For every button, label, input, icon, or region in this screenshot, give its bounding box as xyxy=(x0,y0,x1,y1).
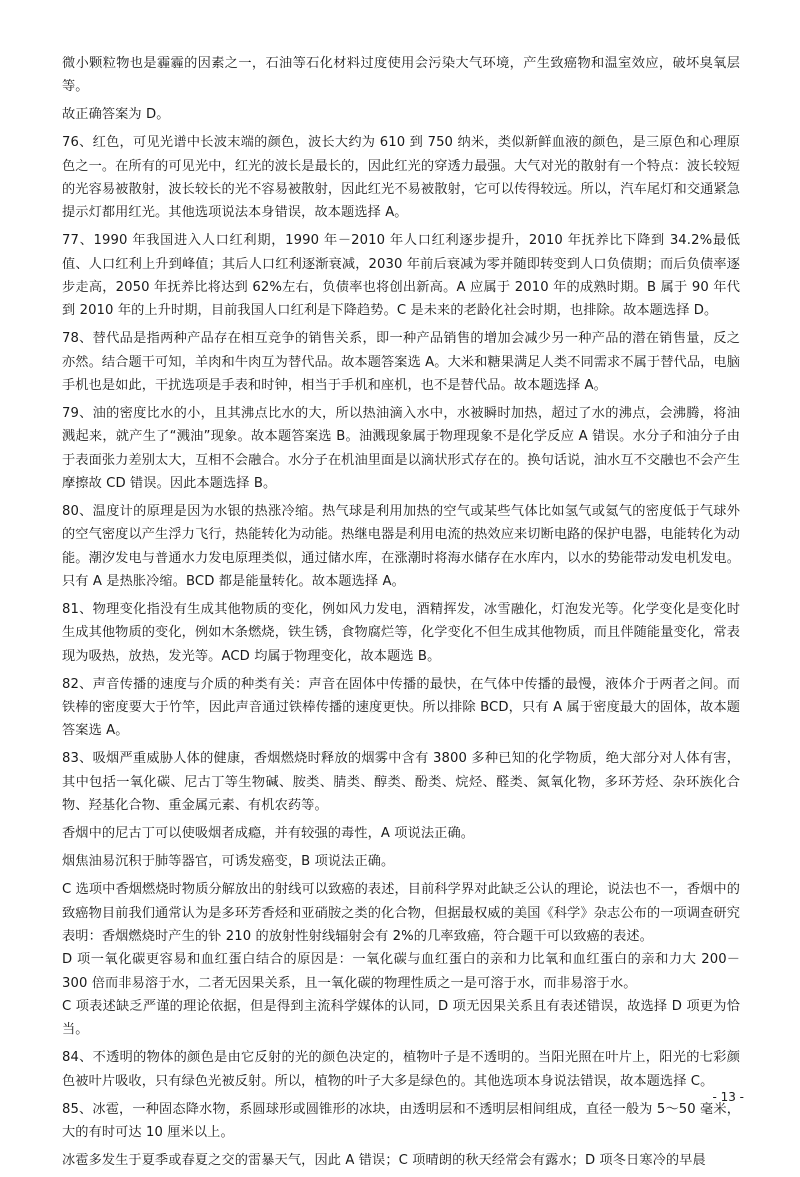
paragraph-q80: 80、温度计的原理是因为水银的热涨冷缩。热气球是利用加热的空气或某些气体比如氢气或氦气的密度低于气球外的空气密度以产生浮力飞行，热能转化为动能。热继电器是利用电流的热效应来切断电路的保护电器，电能转化为动能。潮汐发电与普通水力发电原理类似，通过储水库，在涨潮时将海水储存在水库内，以水的势能带动发电机发电。只有 A 是热胀冷缩。BCD 都是能量转化。故本题选择 A。 xyxy=(62,504,740,590)
paragraph-intro-continuation: 微小颗粒物也是霾霾的因素之一，石油等石化材料过度使用会污染大气环境，产生致癌物和温室效应，破坏臭氧层等。 xyxy=(62,56,740,95)
page-number: - 13 - xyxy=(712,1090,744,1104)
paragraph-q76: 76、红色，可见光谱中长波末端的颜色，波长大约为 610 到 750 纳米，类似新鲜血液的颜色，是三原色和心理原色之一。在所有的可见光中，红光的波长是最长的，因此红光的穿透力最强。大气对光的散射有一个特点：波长较短的光容易被散射，波长较长的光不容易被散射，因此红光不易被散射，它可以传得较远。所以，汽车尾灯和交通紧急提示灯都用红光。其他选项说法本身错误，故本题选择 A。 xyxy=(62,135,740,221)
paragraph-q83-option-d: D 项一氧化碳更容易和血红蛋白结合的原因是：一氧化碳与血红蛋白的亲和力比氧和血红蛋白的亲和力大 200－300 倍而非易溶于水，二者无因果关系，且一氧化碳的物理性质之一是可溶于水，而非易溶于水。 xyxy=(62,952,740,991)
paragraph-q85: 85、冰雹，一种固态降水物，系圆球形或圆锥形的冰块，由透明层和不透明层相间组成，直径一般为 5～50 毫米，大的有时可达 10 厘米以上。 xyxy=(62,1101,740,1140)
paragraph-answer-75: 故正确答案为 D。 xyxy=(62,107,170,123)
document-body xyxy=(62,52,740,1177)
paragraph-q85-continued: 冰雹多发生于夏季或春夏之交的雷暴天气，因此 A 错误；C 项晴朗的秋天经常会有露水；D 项冬日寒冷的早晨 xyxy=(62,1153,706,1169)
paragraph-q83-conclusion: C 项表述缺乏严谨的理论依据，但是得到主流科学媒体的认同，D 项无因果关系且有表述错误，故选择 D 项更为恰当。 xyxy=(62,998,740,1038)
paragraph-q83-option-c: C 选项中香烟燃烧时物质分解放出的射线可以致癌的表述，目前科学界对此缺乏公认的理论，说法也不一，香烟中的致癌物目前我们通常认为是多环芳香烃和亚硝胺之类的化合物，但据最权威的美国《科学》杂志公布的一项调查研究表明：香烟燃烧时产生的钋 210 的放射性射线辐射会有 2%的几率致癌，符合题干可以致癌的表述。 xyxy=(62,882,740,944)
paragraph-q83: 83、吸烟严重威胁人体的健康，香烟燃烧时释放的烟雾中含有 3800 多种已知的化学物质，绝大部分对人体有害，其中包括一氧化碳、尼古丁等生物碱、胺类、腈类、醇类、酚类、烷烃、醛类、氮氧化物，多环芳烃、杂环族化合物、羟基化合物、重金属元素、有机农药等。 xyxy=(62,751,740,814)
paragraph-q82: 82、声音传播的速度与介质的种类有关：声音在固体中传播的最快，在气体中传播的最慢，液体介于两者之间。而铁棒的密度要大于竹竿，因此声音通过铁棒传播的速度更快。所以排除 BCD，只有 A 属于密度最大的固体，故本题答案选 A。 xyxy=(62,676,740,739)
paragraph-q78: 78、替代品是指两种产品存在相互竞争的销售关系，即一种产品销售的增加会减少另一种产品的潜在销售量，反之亦然。结合题干可知，羊肉和牛肉互为替代品。故本题答案选 A。大米和糖果满足人类不同需求不属于替代品，电脑手机也是如此，干扰选项是手表和时钟，相当于手机和座机，也不是替代品。故本题选择 A。 xyxy=(62,331,740,394)
paragraph-q83-option-a: 香烟中的尼古丁可以使吸烟者成瘾，并有较强的毒性，A 项说法正确。 xyxy=(62,826,475,842)
paragraph-q81: 81、物理变化指没有生成其他物质的变化，例如风力发电，酒精挥发，冰雪融化，灯泡发光等。化学变化是变化时生成其他物质的变化，例如木条燃烧，铁生锈，食物腐烂等，化学变化不但生成其他物质，而且伴随能量变化，常表现为吸热，放热，发光等。ACD 均属于物理变化，故本题选 B。 xyxy=(62,602,740,664)
paragraph-q79: 79、油的密度比水的小，且其沸点比水的大，所以热油滴入水中，水被瞬时加热，超过了水的沸点，会沸腾，将油溅起来，就产生了“溅油”现象。故本题答案选 B。油溅现象属于物理现象不是化学反应 A 错误。水分子和油分子由于表面张力差别太大，互相不会融合。水分子在机油里面是以滴状形式存在的。换句话说，油水互不交融也不会产生摩擦故 CD 错误。因此本题选择 B。 xyxy=(62,406,740,492)
paragraph-q77: 77、1990 年我国进入人口红利期，1990 年－2010 年人口红利逐步提升，2010 年抚养比下降到 34.2%最低值、人口红利上升到峰值；其后人口红利逐渐衰减，2030 年前后衰减为零并随即转变到人口负债期；而后负债率逐步走高，2050 年抚养比将达到 62%左右，负债率也将创出新高。A 应属于 2010 年的成熟时期。B 属于 90 年代到 2010 年的上升时期，目前我国人口红利是下降趋势。C 是未来的老龄化社会时期，也排除。故本题选择 D。 xyxy=(62,233,740,319)
paragraph-q84: 84、不透明的物体的颜色是由它反射的光的颜色决定的，植物叶子是不透明的。当阳光照在叶片上，阳光的七彩颜色被叶片吸收，只有绿色光被反射。所以，植物的叶子大多是绿色的。其他选项本身说法错误，故本题选择 C。 xyxy=(62,1050,740,1089)
paragraph-q83-option-b: 烟焦油易沉积于肺等器官，可诱发癌变，B 项说法正确。 xyxy=(62,854,395,870)
